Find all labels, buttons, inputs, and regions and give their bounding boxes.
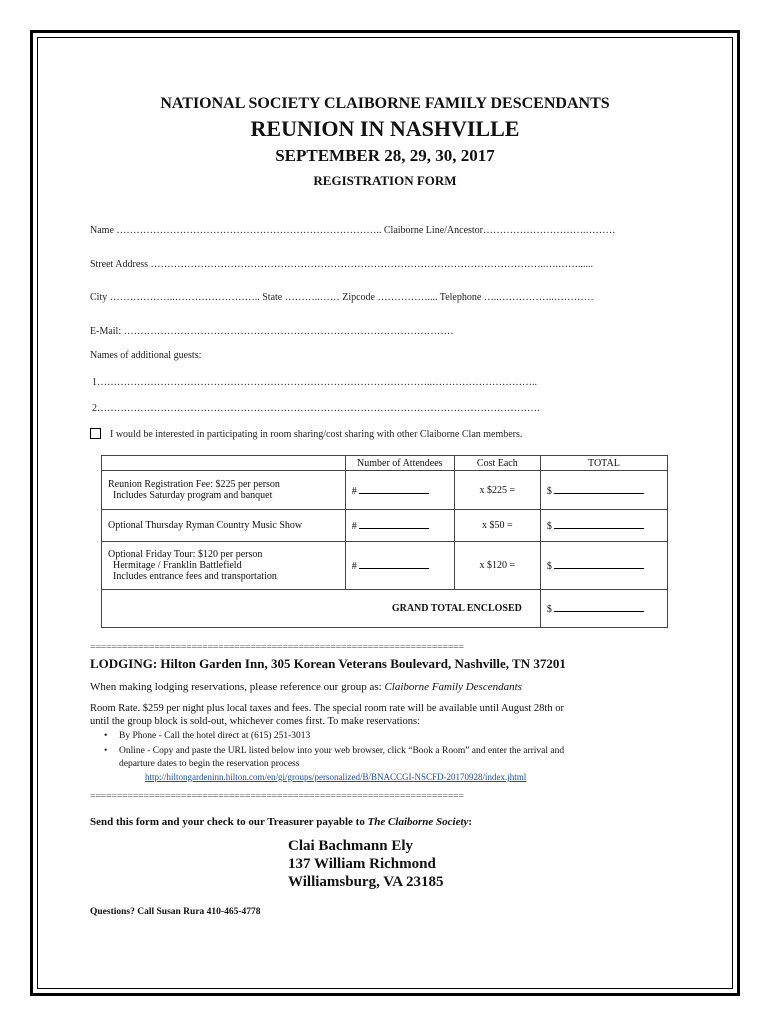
row-desc-line: Hermitage / Franklin Battlefield	[113, 560, 242, 571]
society-heading: NATIONAL SOCIETY CLAIBORNE FAMILY DESCENDANTS	[160, 95, 610, 112]
grand-total-row	[102, 590, 668, 628]
header-attendees: Number of Attendees	[345, 456, 454, 471]
attendees-blank[interactable]	[359, 484, 429, 494]
street-address-field[interactable]: Street Address ………………………………………………………………………………………………………..….……......	[90, 259, 594, 270]
dollar-label: $	[546, 561, 552, 572]
city-state-zip-phone-field[interactable]: City ………………..…………………….. State ………..…… Zipcode …………….... Telephone …..……………..…………	[90, 292, 594, 303]
hash-label: #	[351, 561, 357, 572]
attendees-input[interactable]	[345, 510, 454, 542]
online-reservation-line-1: • Online - Copy and paste the URL listed below into your web browser, click “Book a Room” and enter the arrival and	[119, 746, 564, 756]
treasurer-street: 137 William Richmond	[288, 856, 436, 872]
room-rate-line-1: Room Rate. $259 per night plus local taxes and fees. The special room rate will be available until August 28th or	[90, 703, 564, 714]
row-desc-line: Optional Friday Tour: $120 per person	[108, 549, 263, 560]
lodging-heading: LODGING: Hilton Garden Inn, 305 Korean Veterans Boulevard, Nashville, TN 37201	[90, 656, 566, 671]
attendees-input[interactable]	[345, 542, 454, 590]
table-header-row	[102, 456, 668, 471]
row-description	[102, 471, 346, 510]
total-input[interactable]	[540, 542, 667, 590]
reservation-url-link[interactable]: http://hiltongardeninn.hilton.com/en/gi/groups/personalized/B/BNACCGI-NSCFD-20170928/index.jhtml	[145, 772, 527, 782]
dollar-label: $	[546, 604, 552, 615]
guest-1-field[interactable]: 1………………………………………………………………………………………..…………………………..	[92, 377, 537, 388]
cost-each: x $120 =	[454, 542, 540, 590]
grand-total-blank[interactable]	[554, 602, 644, 612]
row-description	[102, 542, 346, 590]
dollar-label: $	[546, 521, 552, 532]
attendees-blank[interactable]	[359, 559, 429, 569]
send-prefix: Send this form and your check to our Treasurer payable to	[90, 816, 365, 828]
room-sharing-checkbox[interactable]	[90, 428, 101, 439]
guest-2-field[interactable]: 2…………………………………………………………………………………………………………………….	[92, 403, 540, 414]
divider-rule: ======================================================================	[90, 791, 464, 802]
room-rate-line-2: until the group block is sold-out, whichever comes first. To make reservations:	[90, 716, 421, 727]
table-row	[102, 471, 668, 510]
event-dates: SEPTEMBER 28, 29, 30, 2017	[275, 146, 495, 165]
header-total: TOTAL	[540, 456, 667, 471]
divider-rule: ======================================================================	[90, 642, 464, 653]
row-desc-line: Optional Thursday Ryman Country Music Show	[108, 520, 303, 531]
total-blank[interactable]	[554, 484, 644, 494]
total-blank[interactable]	[554, 519, 644, 529]
total-blank[interactable]	[554, 559, 644, 569]
hash-label: #	[351, 521, 357, 532]
total-input[interactable]	[540, 510, 667, 542]
attendees-input[interactable]	[345, 471, 454, 510]
grand-total-label: GRAND TOTAL ENCLOSED	[102, 590, 541, 628]
lodging-reference	[90, 681, 522, 693]
row-description	[102, 510, 346, 542]
questions-contact: Questions? Call Susan Rura 410-465-4778	[90, 907, 261, 917]
header-empty-cell	[102, 456, 346, 471]
row-desc-line: Reunion Registration Fee: $225 per person	[108, 479, 280, 490]
grand-total-input[interactable]	[540, 590, 667, 628]
email-field[interactable]: E-Mail: ………………………………………………………………………………………	[90, 326, 454, 337]
cost-each: x $225 =	[454, 471, 540, 510]
cost-each: x $50 =	[454, 510, 540, 542]
fee-table	[101, 455, 668, 628]
form-title: REGISTRATION FORM	[313, 173, 457, 188]
treasurer-name: Clai Bachmann Ely	[288, 838, 414, 854]
online-reservation-line-2: departure dates to begin the reservation process	[119, 759, 300, 769]
row-desc-line: Includes entrance fees and transportation	[113, 571, 277, 582]
additional-guests-label: Names of additional guests:	[90, 350, 202, 361]
attendees-blank[interactable]	[359, 519, 429, 529]
send-suffix: :	[468, 816, 473, 828]
table-row	[102, 542, 668, 590]
row-desc-line: Includes Saturday program and banquet	[113, 490, 273, 501]
dollar-label: $	[546, 485, 552, 497]
total-input[interactable]	[540, 471, 667, 510]
header-cost-each: Cost Each	[454, 456, 540, 471]
phone-reservation: • By Phone - Call the hotel direct at (615) 251-3013	[119, 731, 310, 741]
lodging-reference-text: When making lodging reservations, please reference our group as:	[90, 681, 382, 693]
room-sharing-label: I would be interested in participating in room sharing/cost sharing with other Claiborne Clan members.	[110, 429, 523, 440]
treasurer-city: Williamsburg, VA 23185	[288, 874, 444, 890]
payee-name: The Claiborne Society	[367, 816, 469, 828]
hash-label: #	[351, 485, 357, 497]
table-row	[102, 510, 668, 542]
page-title: REUNION IN NASHVILLE	[250, 116, 520, 141]
group-name: Claiborne Family Descendants	[384, 681, 522, 693]
name-field[interactable]: Name …………………………………………………………………….. Claiborne Line/Ancestor………………………….………	[90, 225, 616, 236]
send-instructions	[90, 816, 472, 828]
